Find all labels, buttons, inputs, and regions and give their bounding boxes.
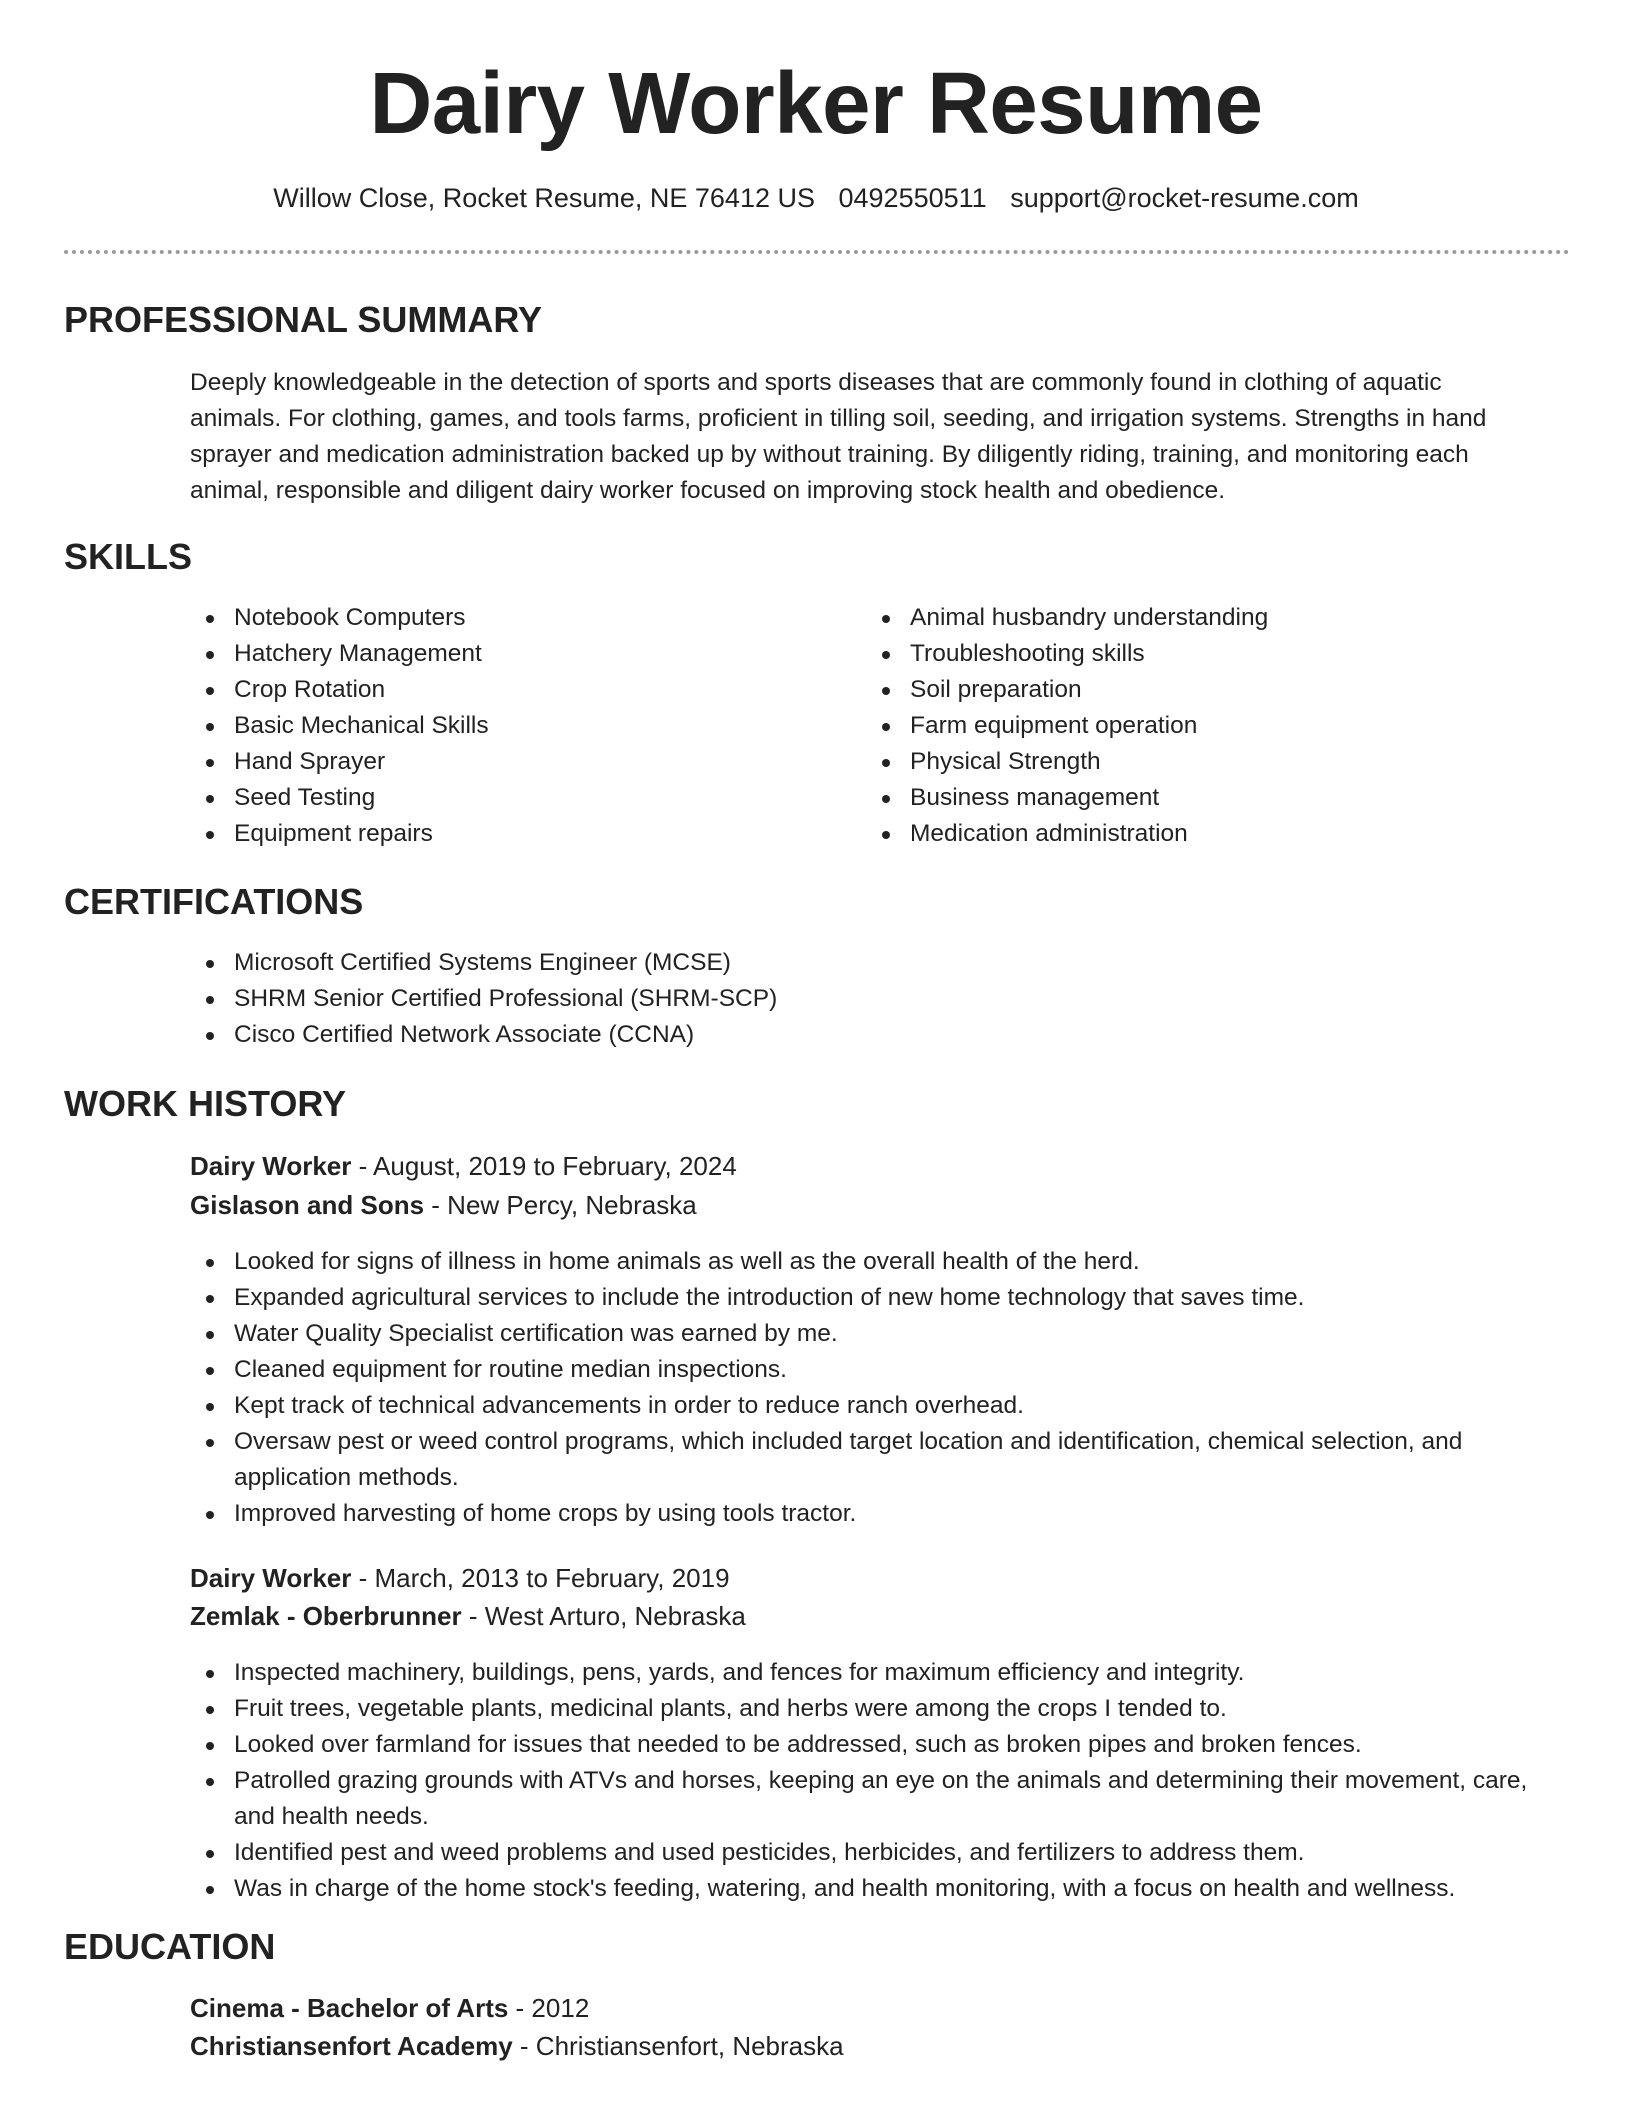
job-bullet: Inspected machinery, buildings, pens, yards, and fences for maximum efficiency and integrity. [190, 1655, 1550, 1691]
skill-item: Soil preparation [866, 672, 1506, 708]
job-bullet: Cleaned equipment for routine median inspections. [190, 1352, 1550, 1388]
job-title-line [190, 1560, 730, 1596]
skills-heading: SKILLS [64, 536, 193, 577]
job-company: Gislason and Sons [190, 1190, 425, 1220]
skills-right-column [866, 600, 1506, 852]
certification-item: SHRM Senior Certified Professional (SHRM-SCP) [190, 981, 1530, 1017]
skill-item: Notebook Computers [190, 600, 830, 636]
resume-title: Dairy Worker Resume [369, 55, 1263, 152]
job-company-line [190, 1598, 746, 1634]
job-bullet: Improved harvesting of home crops by using tools tractor. [190, 1496, 1550, 1532]
skill-item: Medication administration [866, 816, 1506, 852]
work-history-heading: WORK HISTORY [64, 1083, 347, 1124]
skill-item: Troubleshooting skills [866, 636, 1506, 672]
certification-item: Microsoft Certified Systems Engineer (MCSE) [190, 945, 1530, 981]
contact-email: support@rocket-resume.com [1010, 183, 1359, 213]
skill-item: Equipment repairs [190, 816, 830, 852]
job-location: - West Arturo, Nebraska [461, 1601, 746, 1631]
contact-line [0, 180, 1632, 216]
education-heading: EDUCATION [64, 1926, 276, 1967]
skill-item: Hand Sprayer [190, 744, 830, 780]
job-bullet: Was in charge of the home stock's feeding, watering, and health monitoring, with a focus on health and wellness. [190, 1871, 1550, 1907]
contact-address: Willow Close, Rocket Resume, NE 76412 US [273, 183, 815, 213]
job-title-line [190, 1148, 737, 1184]
job-bullet: Identified pest and weed problems and used pesticides, herbicides, and fertilizers to address them. [190, 1835, 1550, 1871]
certifications-list [190, 945, 1530, 1053]
education-degree-line [190, 1990, 589, 2026]
job-company: Zemlak - Oberbrunner [190, 1601, 462, 1631]
job-bullet: Patrolled grazing grounds with ATVs and horses, keeping an eye on the animals and determining their movement, care, and health needs. [190, 1763, 1550, 1835]
skill-item: Hatchery Management [190, 636, 830, 672]
skill-item: Farm equipment operation [866, 708, 1506, 744]
certifications-heading: CERTIFICATIONS [64, 881, 364, 922]
education-year: - 2012 [508, 1993, 590, 2023]
job-bullet: Kept track of technical advancements in order to reduce ranch overhead. [190, 1388, 1550, 1424]
job-location: - New Percy, Nebraska [424, 1190, 697, 1220]
job-bullets [190, 1244, 1550, 1532]
job-bullet: Fruit trees, vegetable plants, medicinal plants, and herbs were among the crops I tended to. [190, 1691, 1550, 1727]
job-role: Dairy Worker [190, 1563, 352, 1593]
header-divider [64, 250, 1570, 254]
job-bullet: Looked over farmland for issues that needed to be addressed, such as broken pipes and broken fences. [190, 1727, 1550, 1763]
education-school-line [190, 2028, 844, 2064]
job-bullet: Oversaw pest or weed control programs, which included target location and identification, chemical selection, and application methods. [190, 1424, 1550, 1496]
job-dates: - March, 2013 to February, 2019 [351, 1563, 730, 1593]
certification-item: Cisco Certified Network Associate (CCNA) [190, 1017, 1530, 1053]
job-bullet: Looked for signs of illness in home animals as well as the overall health of the herd. [190, 1244, 1550, 1280]
summary-text: Deeply knowledgeable in the detection of sports and sports diseases that are commonly found in clothing of aquatic animals. For clothing, games, and tools farms, proficient in tilling soil, seeding, and irrigation systems. Strengths in hand sprayer and medication administration backed up by without training. By diligently riding, training, and monitoring each animal, responsible and diligent dairy worker focused on improving stock health and obedience. [190, 369, 1487, 504]
job-bullet: Water Quality Specialist certification was earned by me. [190, 1316, 1550, 1352]
summary-heading: PROFESSIONAL SUMMARY [64, 299, 543, 340]
education-school: Christiansenfort Academy [190, 2031, 513, 2061]
job-bullets [190, 1655, 1550, 1907]
skill-item: Business management [866, 780, 1506, 816]
job-role: Dairy Worker [190, 1151, 352, 1181]
contact-phone: 0492550511 [838, 183, 987, 213]
skill-item: Physical Strength [866, 744, 1506, 780]
skill-item: Basic Mechanical Skills [190, 708, 830, 744]
job-bullet: Expanded agricultural services to include the introduction of new home technology that saves time. [190, 1280, 1550, 1316]
skills-left-column [190, 600, 830, 852]
job-dates: - August, 2019 to February, 2024 [351, 1151, 737, 1181]
education-degree: Cinema - Bachelor of Arts [190, 1993, 509, 2023]
skill-item: Crop Rotation [190, 672, 830, 708]
education-location: - Christiansenfort, Nebraska [512, 2031, 844, 2061]
skill-item: Animal husbandry understanding [866, 600, 1506, 636]
job-company-line [190, 1187, 697, 1223]
skill-item: Seed Testing [190, 780, 830, 816]
